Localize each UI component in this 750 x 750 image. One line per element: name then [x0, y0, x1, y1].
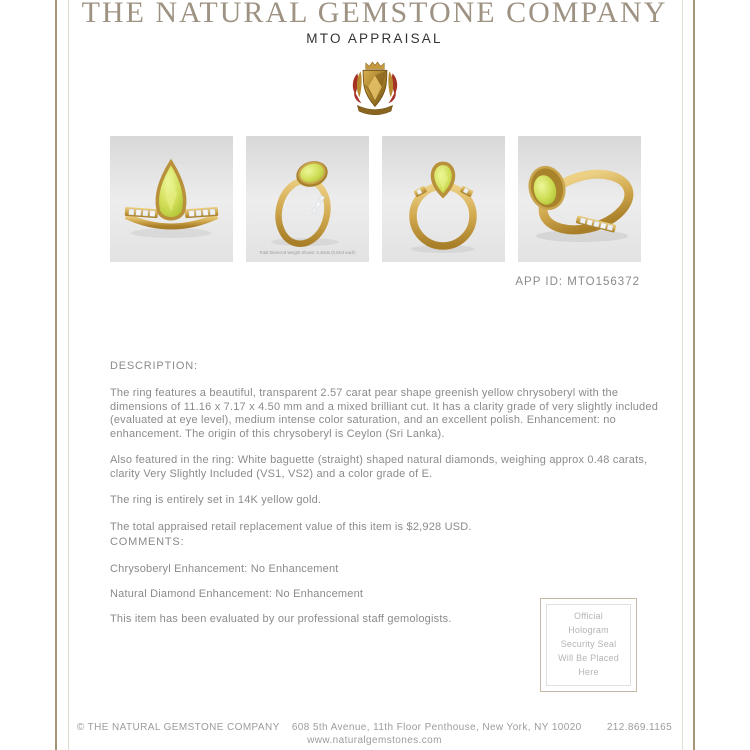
frame-line-left-dark	[55, 0, 57, 750]
footer-contact-line	[56, 722, 693, 733]
ring-photo-upright-view	[382, 136, 505, 262]
comment-line: Chrysoberyl Enhancement: No Enhancement	[110, 563, 339, 575]
hologram-seal-text: Official Hologram Security Seal Will Be Placed Here	[558, 611, 619, 677]
comment-line: This item has been evaluated by our professional staff gemologists.	[110, 613, 452, 625]
description-paragraph: The ring is entirely set in 14K yellow gold.	[110, 494, 322, 507]
comment-line: Natural Diamond Enhancement: No Enhancement	[110, 588, 364, 600]
app-id-value: MTO156372	[567, 276, 640, 288]
photo-caption: Total Diamond Weight Shown: 0.48cts (0.04ct each)	[259, 250, 356, 255]
description-section	[110, 360, 658, 547]
hologram-seal-inner	[546, 604, 631, 686]
hologram-seal-placeholder	[540, 598, 637, 692]
description-paragraph: The total appraised retail replacement value of this item is $2,928 USD.	[110, 520, 472, 533]
frame-line-right-light	[682, 0, 683, 750]
description-heading: DESCRIPTION:	[110, 360, 198, 372]
ring-photo-side-lying-view	[518, 136, 641, 262]
app-id	[110, 276, 640, 288]
footer	[56, 722, 693, 746]
footer-address: 608 5th Avenue, 11th Floor Penthouse, New York, NY 10020	[291, 722, 582, 733]
description-paragraph: Also featured in the ring: White baguette (straight) shaped natural diamonds, weighing approx 0.48 carats, clarity Very Slightly Included (VS1, VS2) and a color grade of E.	[110, 454, 648, 480]
comments-section	[110, 536, 540, 638]
frame-line-right-dark	[693, 0, 695, 750]
company-title: THE NATURAL GEMSTONE COMPANY	[81, 0, 668, 29]
footer-website: www.naturalgemstones.com	[307, 735, 442, 746]
app-id-label: APP ID:	[515, 276, 564, 288]
description-paragraph: The ring features a beautiful, transparent 2.57 carat pear shape greenish yellow chrysoberyl with the dimensions of 11.16 x 7.17 x 4.50 mm and a mixed brilliant cut. It has a clarity grade of very slightly included (evaluated at eye level), medium intense color saturation, and an excellent polish. Enhancement: no enhancement. The origin of this chrysoberyl is Ceylon (Sri Lanka).	[110, 387, 659, 440]
ring-photo-front-view	[110, 136, 233, 262]
footer-phone: 212.869.1165	[606, 722, 673, 733]
frame-line-left-light	[68, 0, 69, 750]
document-subtitle: MTO APPRAISAL	[306, 31, 443, 46]
company-crest-icon	[344, 60, 406, 118]
ring-photo-strip	[110, 136, 641, 262]
ring-photo-three-quarter-view	[246, 136, 369, 262]
comments-heading: COMMENTS:	[110, 536, 185, 548]
footer-company: © THE NATURAL GEMSTONE COMPANY	[76, 722, 280, 733]
